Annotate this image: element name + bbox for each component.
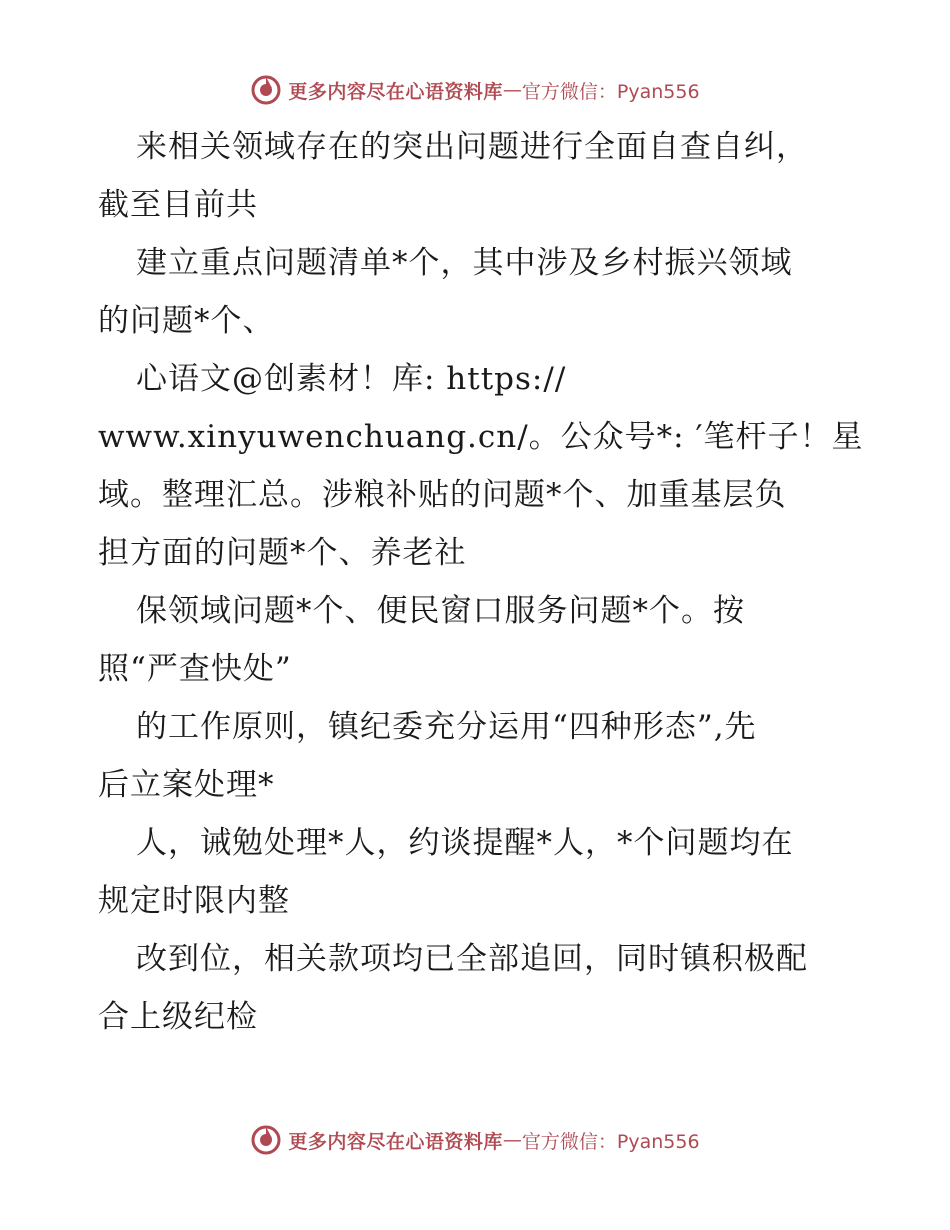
body-line: 担方面的问题*个、养老社 [98,535,467,571]
body-line: 照“严查快处” [98,651,292,687]
body-line: www.xinyuwenchuang.cn/。公众号*: ′笔杆子！星 [98,419,864,455]
body-line: 截至目前共 [98,187,258,223]
body-line: 建立重点问题清单*个，其中涉及乡村振兴领域 [136,245,793,281]
footer-separator: — [502,1129,522,1151]
body-line: 来相关领域存在的突出问题进行全面自查自纠， [136,129,808,165]
brand-logo-icon [250,74,282,106]
body-line: 保领域问题*个、便民窗口服务问题*个。按 [136,593,745,629]
header-brand-text: 更多内容尽在心语资料库 [288,80,503,103]
body-line: 后立案处理* [98,767,275,803]
header-separator: — [502,79,522,101]
footer-watermark [0,1120,950,1160]
header-contact-text: 官方微信：Pyan556 [521,80,700,103]
body-line: 规定时限内整 [98,883,290,919]
header-watermark [0,70,950,110]
document-body [98,118,868,1046]
body-line: 心语文@创素材！库: https:// [136,361,567,397]
body-line: 域。整理汇总。涉粮补贴的问题*个、加重基层负 [98,477,787,513]
body-line: 人，诫勉处理*人，约谈提醒*人，*个问题均在 [136,825,794,861]
brand-logo-icon [250,1124,282,1156]
footer-brand-text: 更多内容尽在心语资料库 [288,1130,503,1153]
body-line: 改到位，相关款项均已全部追回，同时镇积极配 [136,941,808,977]
body-line: 合上级纪检 [98,999,258,1035]
body-line: 的工作原则，镇纪委充分运用“四种形态”,先 [136,709,757,745]
footer-contact-text: 官方微信：Pyan556 [521,1130,700,1153]
body-line: 的问题*个、 [98,303,275,339]
